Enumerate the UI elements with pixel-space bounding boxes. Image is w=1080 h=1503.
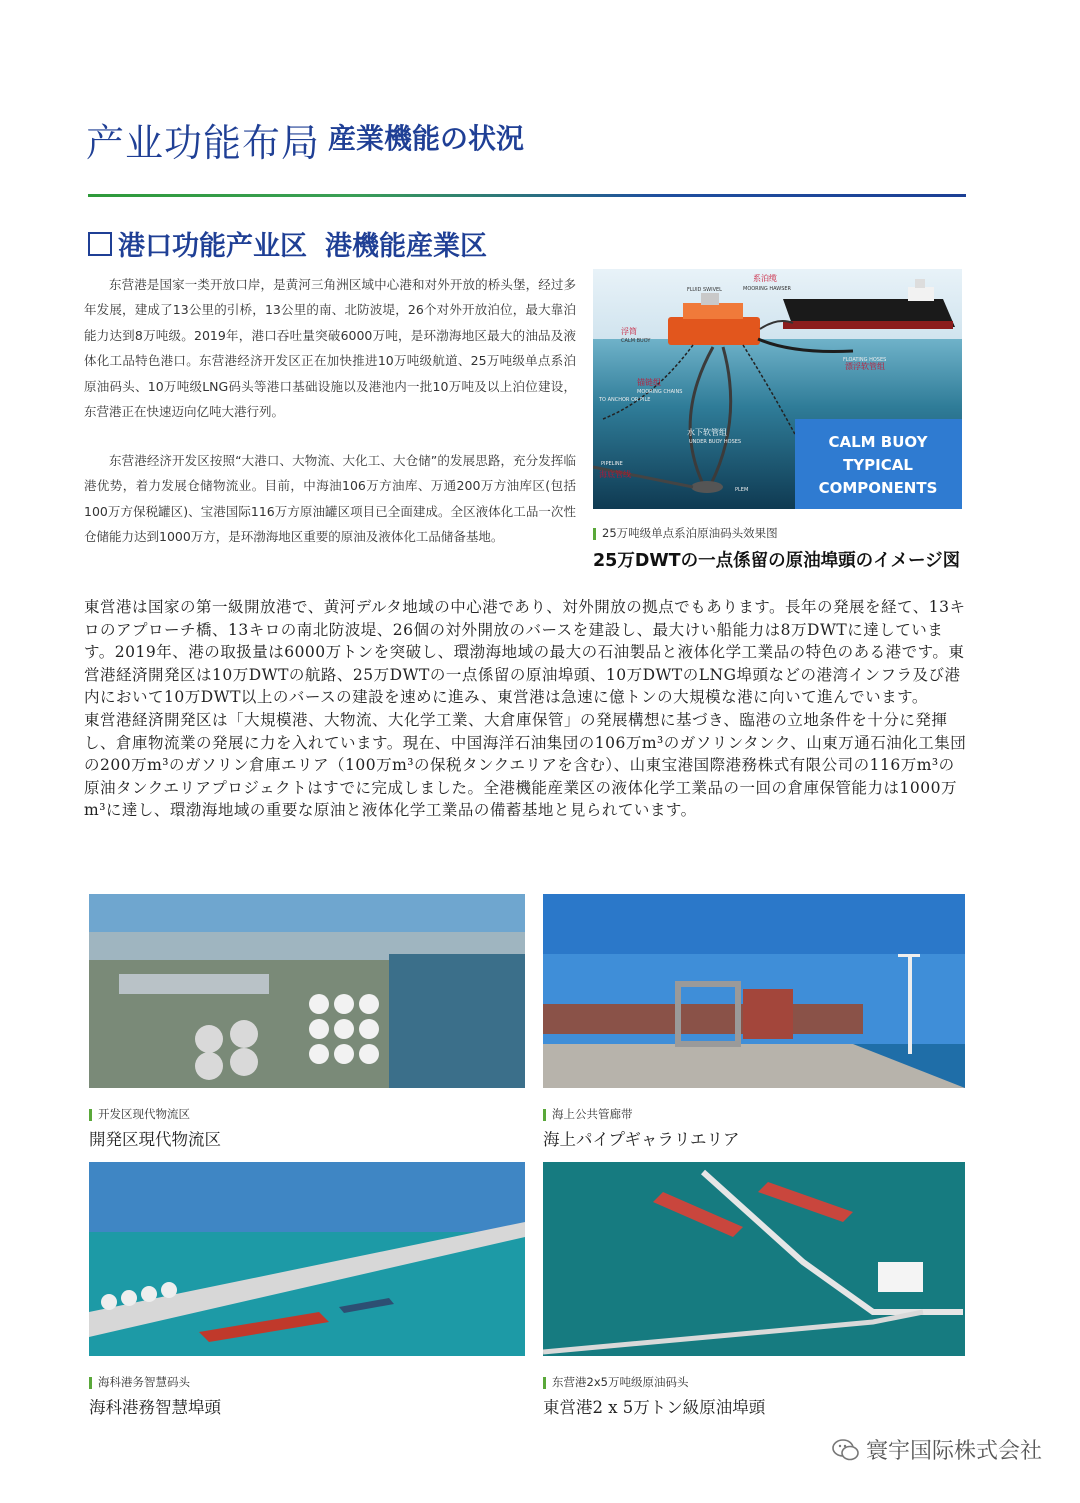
- calm-buoy-diagram: [593, 269, 962, 509]
- photo-4-caption: [543, 1374, 765, 1418]
- label-plem: PLEM: [735, 487, 749, 493]
- header-divider: [88, 194, 966, 197]
- label-floating-cn: 漂浮软管组: [845, 362, 885, 371]
- intro-text-1: 东营港是国家一类开放口岸，是黄河三角洲区域中心港和对外开放的桥头堡，经过多年发展，建成了13公里的引桥，13公里的南、北防波堤，26个对外开放泊位，最大靠泊能力达到8万吨级。2019年，港口吞吐量突破6000万吨，是环渤海地区最大的油品及液体化工品特色港口。东营港经济开发区正在加快推进10万吨级航道、25万吨级单点系泊原油码头、10万吨级LNG码头等港口基础设施以及港池内一批10万吨及以上泊位建设，东营港正在快速迈向亿吨大港行列。: [84, 277, 576, 420]
- photo-pipe-gallery: [543, 894, 965, 1088]
- label-mooring-en: MOORING HAWSER: [743, 286, 791, 292]
- section-title-jp: 港機能産業区: [325, 231, 487, 262]
- label-mooring: 系泊缆: [753, 274, 777, 283]
- checkbox-square-icon: [88, 232, 112, 256]
- section-title-cn: 港口功能产业区: [118, 231, 307, 262]
- body-jp-2: 東営港経済開発区は「大規模港、大物流、大化学工業、大倉庫保管」の発展構想に基づき、臨港の立地条件を十分に発揮し、倉庫物流業の発展に力を入れています。現在、中国海洋石油集団の106万m³のガソリンタンク、山東万通石油化工集団の200万m³のガソリン倉庫エリア（100万m³の保税タンクエリアを含む）、山東宝港国際港務株式有限公司の116万m³の原油タンクエリアプロジェクトはすでに完成しました。全港機能産業区の液体化学工業品の一回の倉庫保管能力は1000万m³に達し、環渤海地域の重要な原油と液体化学工業品の備蓄基地と見られています。: [84, 710, 967, 820]
- label-floating-hoses: FLOATING HOSES: [843, 357, 887, 363]
- photo-3-caption: [89, 1374, 221, 1418]
- photo-smart-wharf: [89, 1162, 525, 1356]
- box-line-2: TYPICAL: [843, 456, 913, 474]
- photo-1-caption-jp: 開発区現代物流区: [89, 1130, 221, 1149]
- hero-caption-jp: 25万DWTの一点係留の原油埠頭のイメージ図: [593, 551, 961, 571]
- label-buoy: 浮筒: [621, 327, 637, 336]
- label-pipeline-cn: 海底管线: [599, 470, 631, 479]
- page-title-jp: 産業機能の状況: [328, 122, 525, 155]
- section-heading: [88, 224, 487, 263]
- photo-2-caption: [543, 1106, 740, 1150]
- page-title: 产业功能布局: [86, 121, 321, 165]
- intro-paragraph-2: [84, 448, 576, 550]
- hero-caption: [593, 525, 960, 572]
- caption-bar-icon: [89, 1109, 92, 1121]
- label-under: 水下软管组: [687, 428, 727, 437]
- photo-2-caption-cn: 海上公共管廊带: [552, 1107, 633, 1121]
- caption-bar-icon: [543, 1377, 546, 1389]
- photo-2-caption-jp: 海上パイプギャラリエリア: [543, 1130, 740, 1149]
- box-line-3: COMPONENTS: [818, 479, 938, 497]
- intro-paragraph-1: [84, 272, 576, 424]
- label-chain-en: MOORING CHAINS: [637, 389, 683, 395]
- photo-4-caption-cn: 东营港2x5万吨级原油码头: [552, 1375, 689, 1389]
- photo-4-caption-jp: 東営港2 x 5万トン級原油埠頭: [543, 1398, 766, 1417]
- body-jp: [84, 596, 970, 822]
- intro-text-2: 东营港经济开发区按照“大港口、大物流、大化工、大仓储”的发展思路，充分发挥临港优势，着力发展仓储物流业。目前，中海油106万方油库、万通200万方油库区(包括100万方保税罐区)、宝港国际116万方原油罐区项目已全面建成。全区液体化工品一次性仓储能力达到1000万方，是环渤海地区重要的原油及液体化工品储备基地。: [84, 453, 576, 545]
- photo-logistics-zone: [89, 894, 525, 1088]
- watermark-text: 寰宇国际株式会社: [865, 1439, 1042, 1464]
- wechat-icon: [832, 1438, 860, 1462]
- label-under-en: UNDER BUOY HOSES: [689, 439, 742, 445]
- label-chain: 锚链组: [637, 378, 661, 387]
- body-jp-1: 東営港は国家の第一級開放港で、黄河デルタ地域の中心港であり、対外開放の拠点でもあります。長年の発展を経て、13キロのアプローチ橋、13キロの南北防波堤、26個の対外開放のバースを建設し、最大けい船能力は8万DWTに達しています。2019年、港の取扱量は6000万トンを突破し、環渤海地域の最大の石油製品と液体化学工業品の特色のある港です。東営港経済開発区は10万DWTの航路、25万DWTの一点係留の原油埠頭、10万DWTのLNG埠頭などの港湾インフラ及び港内において10万DWT以上のバースの建設を速めに進み、東営港は急速に億トンの大規模な港に向いて進んでいます。: [84, 598, 966, 707]
- label-anchor: TO ANCHOR OR PILE: [599, 397, 651, 403]
- photo-crude-oil-wharf: [543, 1162, 965, 1356]
- photo-1-caption-cn: 开发区现代物流区: [98, 1107, 190, 1121]
- caption-bar-icon: [543, 1109, 546, 1121]
- watermark: [832, 1434, 1042, 1465]
- photo-3-caption-cn: 海科港务智慧码头: [98, 1375, 190, 1389]
- photo-3-caption-jp: 海科港務智慧埠頭: [89, 1398, 221, 1417]
- label-fluid-swivel: FLUID SWIVEL: [687, 287, 722, 293]
- box-line-1: CALM BUOY: [828, 433, 928, 451]
- caption-bar-icon: [89, 1377, 92, 1389]
- caption-bar-icon: [593, 528, 596, 540]
- photo-1-caption: [89, 1106, 221, 1150]
- label-pipeline: PIPELINE: [601, 461, 623, 467]
- hero-caption-cn: 25万吨级单点系泊原油码头效果图: [602, 526, 778, 540]
- label-buoy-en: CALM BUOY: [621, 338, 651, 344]
